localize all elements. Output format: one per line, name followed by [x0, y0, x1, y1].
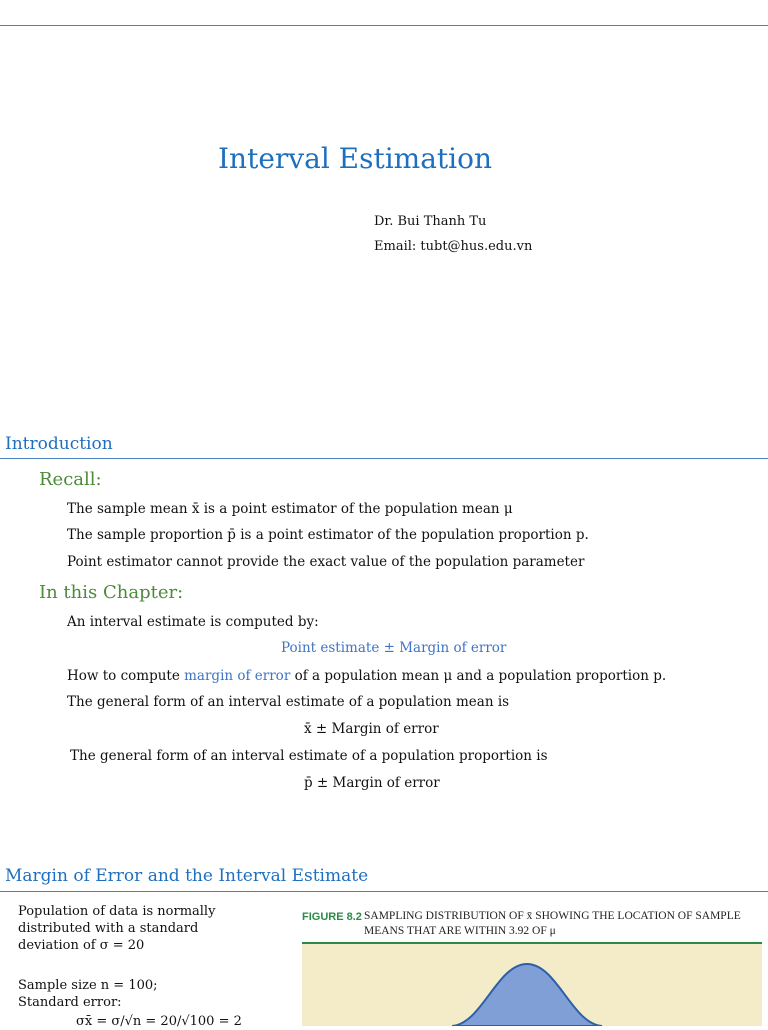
- mean-formula: x̄ ± Margin of error: [304, 721, 439, 737]
- prop-formula: p̄ ± Margin of error: [304, 775, 440, 791]
- prop-form-text: The general form of an interval estimate of a population proportion is: [70, 748, 548, 764]
- population-line: distributed with a standard: [18, 921, 199, 936]
- author-email: Email: tubt@hus.edu.vn: [374, 239, 533, 254]
- page-title: Interval Estimation: [218, 142, 493, 175]
- how-to-post: of a population mean μ and a population proportion p.: [290, 668, 667, 684]
- figure-caption: [364, 909, 741, 939]
- section-rule: [0, 458, 768, 459]
- margin-of-error-link: margin of error: [184, 668, 291, 684]
- recall-line: The sample proportion p̄ is a point estimator of the population proportion p.: [67, 527, 589, 543]
- normal-curve: [452, 964, 602, 1026]
- chapter-heading: In this Chapter:: [39, 582, 184, 603]
- normal-curve-graphic: [302, 944, 762, 1026]
- standard-error-label: Standard error:: [18, 995, 122, 1010]
- author-name: Dr. Bui Thanh Tu: [374, 214, 487, 229]
- sample-size: Sample size n = 100;: [18, 978, 158, 993]
- interval-intro: An interval estimate is computed by:: [67, 614, 319, 630]
- section-rule: [0, 891, 768, 892]
- recall-line: Point estimator cannot provide the exact value of the population parameter: [67, 554, 585, 570]
- section-heading-introduction: Introduction: [5, 434, 113, 454]
- mean-form-text: The general form of an interval estimate of a population mean is: [67, 694, 510, 710]
- section-heading-margin: Margin of Error and the Interval Estimate: [5, 866, 369, 886]
- recall-heading: Recall:: [39, 469, 102, 490]
- how-to-pre: How to compute: [67, 668, 185, 684]
- interval-formula: Point estimate ± Margin of error: [281, 640, 507, 656]
- figure-label: FIGURE 8.2: [302, 911, 362, 923]
- figure-caption-line: MEANS THAT ARE WITHIN 3.92 OF μ: [364, 925, 556, 937]
- standard-error-formula: σx̄ = σ/√n = 20/√100 = 2: [76, 1014, 242, 1029]
- sampling-distribution-figure: [302, 942, 762, 1026]
- recall-line: The sample mean x̄ is a point estimator of the population mean μ: [67, 501, 513, 517]
- population-line: deviation of σ = 20: [18, 938, 145, 953]
- top-rule: [0, 25, 768, 26]
- population-text: [18, 903, 215, 954]
- population-line: Population of data is normally: [18, 904, 216, 919]
- figure-caption-line: SAMPLING DISTRIBUTION OF x̄ SHOWING THE LOCATION OF SAMPLE: [364, 910, 741, 922]
- how-to-line: [67, 668, 666, 684]
